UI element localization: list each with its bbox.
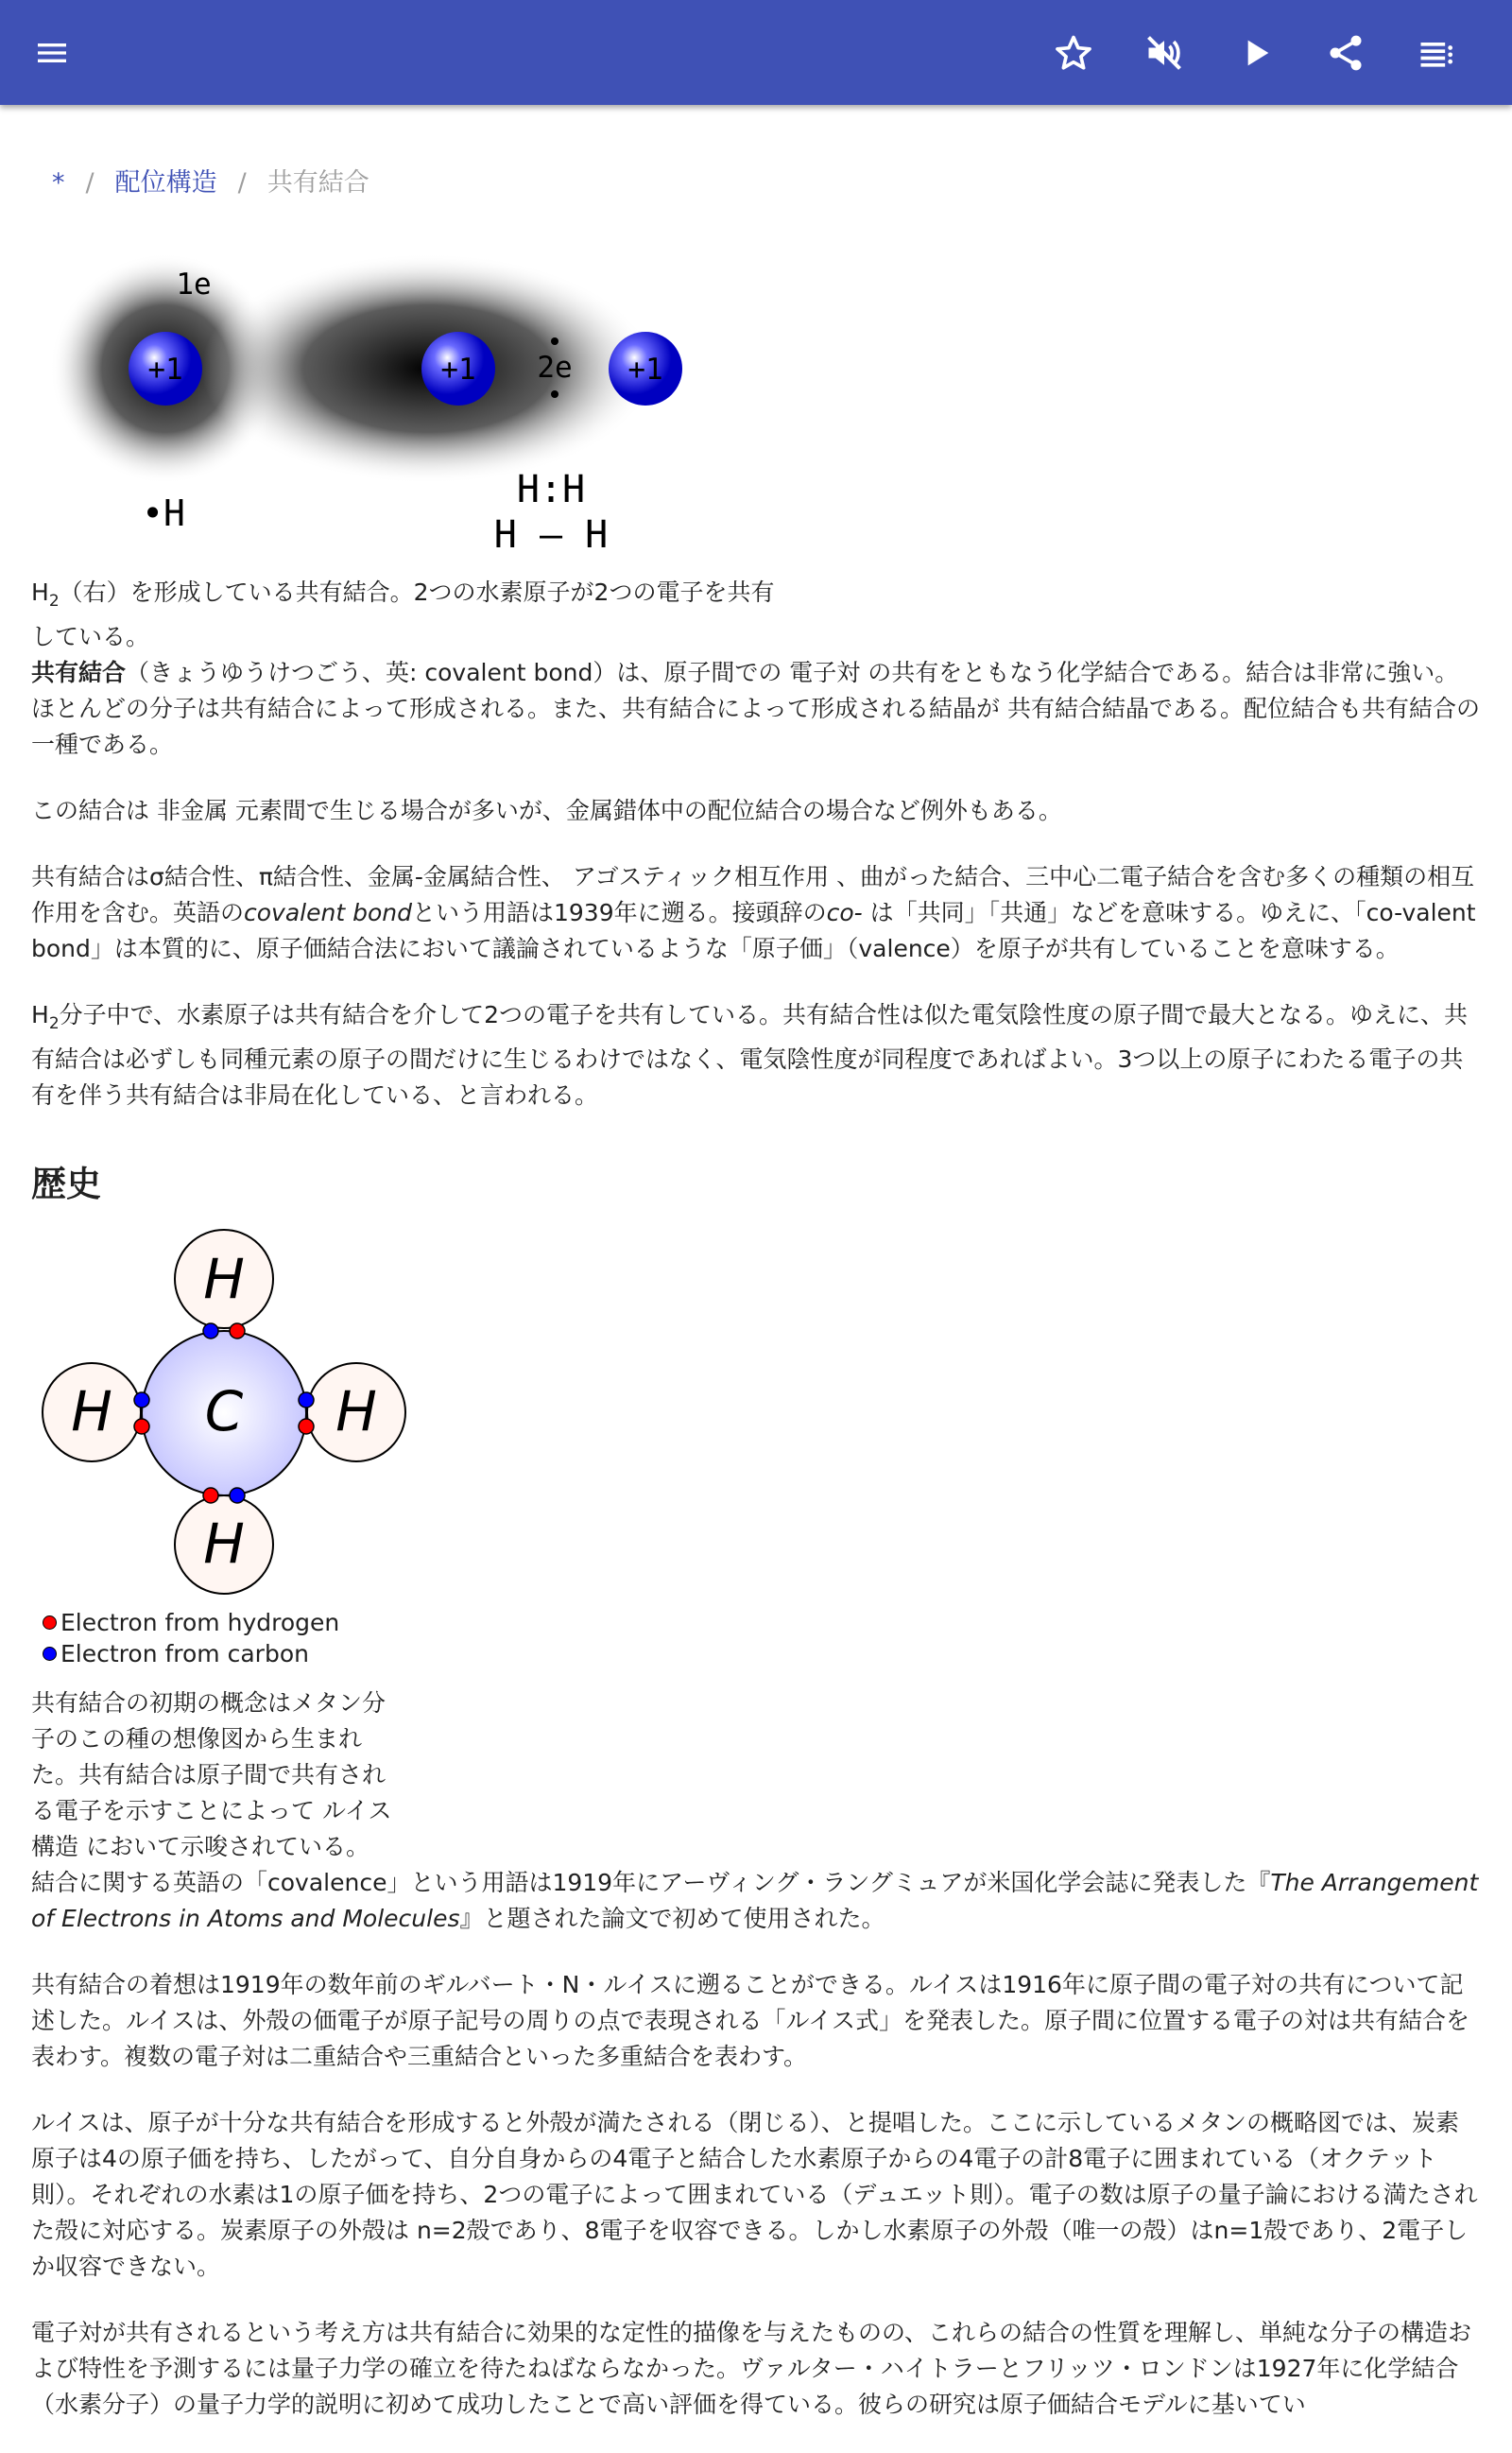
carbon-electron xyxy=(203,1323,218,1339)
legend-item-hydrogen: Electron from hydrogen xyxy=(43,1607,339,1638)
menu-icon[interactable] xyxy=(26,26,78,79)
share-icon[interactable] xyxy=(1319,26,1372,79)
nucleus-label: +1 xyxy=(627,353,663,387)
playlist-icon[interactable] xyxy=(1410,26,1463,79)
blue-dot-icon xyxy=(43,1647,57,1661)
hydrogen-label: H xyxy=(335,1379,377,1443)
paragraph: 共有結合（きょうゆうけつごう、英: covalent bond）は、原子間での 電子対 の共有をともなう化学結合である。結合は非常に強い。ほとんどの分子は共有結合によって形成される。また、共有結合によって形成される結晶が 共有結合結晶である。配位結合も共有結合の一種である。 xyxy=(31,659,1480,758)
breadcrumb-separator: / xyxy=(85,168,94,198)
paragraph: この結合は 非金属 元素間で生じる場合が多いが、金属錯体中の配位結合の場合など例外もある。 xyxy=(31,797,1062,824)
methane-figure xyxy=(31,1220,409,1598)
hydrogen-label: H xyxy=(203,1247,245,1311)
legend-item-carbon: Electron from carbon xyxy=(43,1638,339,1669)
electron-dot xyxy=(551,390,558,398)
figure-caption: $H_2$（右）を形成している共有結合。2つの水素原子が2つの電子を共有している。 xyxy=(31,579,775,650)
breadcrumb-parent[interactable]: 配位構造 xyxy=(114,168,217,198)
paragraph: 結合に関する英語の「covalence」という用語は1919年にアーヴィング・ラングミュアが米国化学会誌に発表した『The Arrangement of Electrons in Atoms and Molecules』と題された論文で初めて使用された。 xyxy=(31,1869,1479,1932)
section-heading-history: 歴史 xyxy=(31,1164,101,1204)
paragraph: ルイスは、原子が十分な共有結合を形成すると外殻が満たされる（閉じる）、と提唱した。ここに示しているメタンの概略図では、炭素原子は4の原子価を持ち、したがって、自分自身からの4電子と結合した水素原子からの4電子の計8電子に囲まれている（オクテット則）。それぞれの水素は1の原子価を持ち、2つの電子によって囲まれている（デュエット則）。電子の数は原子の量子論における満たされた殻に対応する。炭素原子の外殻は n=2殻であり、8電子を収容できる。しかし水素原子の外殻（唯一の殻）はn=1殻であり、2電子しか収容できない。 xyxy=(31,2109,1478,2280)
hydrogen-electron xyxy=(299,1419,314,1434)
paragraph: 共有結合の着想は1919年の数年前のギルバート・N・ルイスに遡ることができる。ルイスは1916年に原子間の電子対の共有について記述した。ルイスは、外殻の価電子が原子記号の周りの点で表現される「ルイス式」を発表した。原子間に位置する電子の対は共有結合を表わす。複数の電子対は二重結合や三重結合といった多重結合を表わす。 xyxy=(31,1971,1470,2070)
figure-caption: 共有結合の初期の概念はメタン分子のこの種の想像図から生まれた。共有結合は原子間で共有される電子を示すことによって ルイス構造 において示唆されている。 xyxy=(31,1689,392,1860)
red-dot-icon xyxy=(43,1615,57,1630)
nucleus-label: +1 xyxy=(147,353,183,387)
h2-structural-formula: H – H xyxy=(493,513,609,557)
electron-dot xyxy=(551,337,558,345)
breadcrumb xyxy=(52,165,369,201)
hydrogen-electron xyxy=(230,1323,245,1339)
hydrogen-electron xyxy=(203,1488,218,1503)
hydrogen-electron xyxy=(134,1419,149,1434)
paragraph: $H_2$分子中で、水素原子は共有結合を介して2つの電子を共有している。共有結合性は似た電気陰性度の原子間で最大となる。ゆえに、共有結合は必ずしも同種元素の原子の間だけに生じるわけではなく、電気陰性度が同程度であればよい。3つ以上の原子にわたる電子の共有を伴う共有結合は非局在化している、と言われる。 xyxy=(31,1001,1469,1109)
hydrogen-label: H xyxy=(71,1379,112,1443)
play-icon[interactable] xyxy=(1229,26,1282,79)
star-icon[interactable] xyxy=(1047,26,1100,79)
carbon-electron xyxy=(299,1392,314,1408)
methane-legend xyxy=(43,1607,339,1669)
volume-off-icon[interactable] xyxy=(1138,26,1191,79)
breadcrumb-home[interactable]: * xyxy=(52,168,65,198)
h2-lewis-formula: H:H xyxy=(516,468,586,511)
nucleus-label: +1 xyxy=(440,353,476,387)
breadcrumb-current: 共有結合 xyxy=(266,168,369,198)
electron-count-label: 1e xyxy=(176,268,212,302)
paragraph: 共有結合はσ結合性、π結合性、金属-金属結合性、 アゴスティック相互作用 、曲がった結合、三中心二電子結合を含む多くの種類の相互作用を含む。英語のcovalent bondという用語は1939年に遡る。接頭辞のco- は「共同」「共通」などを意味する。ゆえに、「co-valent bond」は本質的に、原子価結合法において議論されているような「原子価」（valence）を原子が共有していることを意味する。 xyxy=(31,863,1476,962)
electron-count-label: 2e xyxy=(537,351,573,385)
carbon-electron xyxy=(134,1392,149,1408)
hydrogen-label: H xyxy=(203,1512,245,1576)
carbon-label: C xyxy=(204,1379,244,1443)
paragraph: 電子対が共有されるという考え方は共有結合に効果的な定性的描像を与えたものの、これらの結合の性質を理解し、単純な分子の構造および特性を予測するには量子力学の確立を待たねばならなかった。ヴァルター・ハイトラーとフリッツ・ロンドンは1927年に化学結合（水素分子）の量子力学的説明に初めて成功したことで高い評価を得ている。彼らの研究は原子価結合モデルに基いてい xyxy=(31,2319,1472,2418)
h-atom-formula: •H xyxy=(142,492,185,534)
breadcrumb-separator: / xyxy=(237,168,247,198)
carbon-electron xyxy=(230,1488,245,1503)
app-bar xyxy=(0,0,1512,105)
